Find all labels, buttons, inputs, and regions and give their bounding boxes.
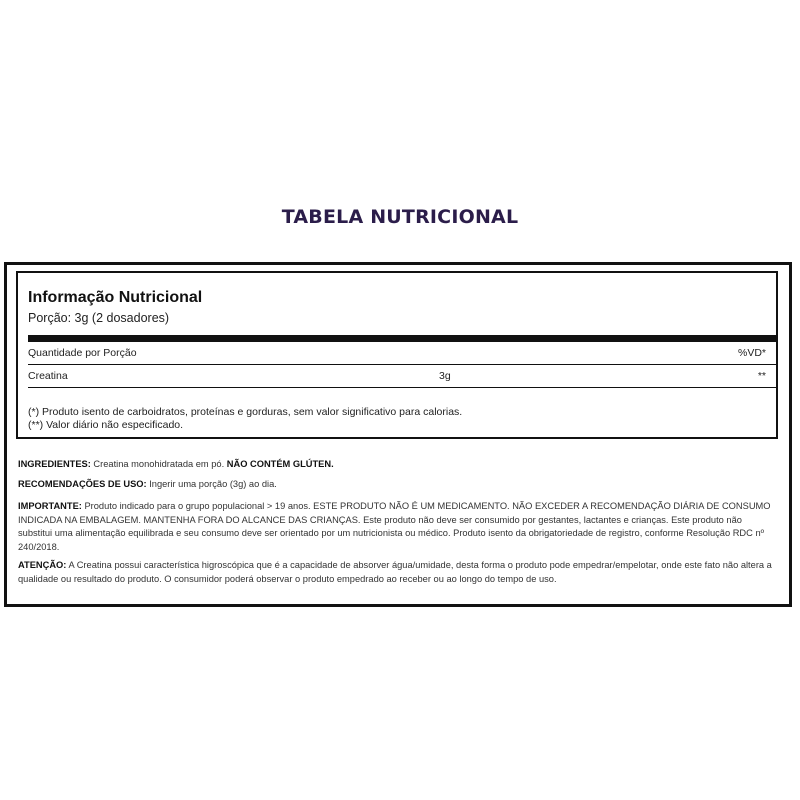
footnote-dv-unspecified: (**) Valor diário não especificado. [28, 419, 184, 431]
serving-size: Porção: 3g (2 dosadores) [28, 311, 170, 325]
attention-label: ATENÇÃO: [18, 560, 67, 570]
important-paragraph [18, 500, 778, 554]
nutrient-dv: ** [757, 370, 766, 382]
footnote-no-calories: (*) Produto isento de carboidratos, proteínas e gorduras, sem valor significativo para calorias. [28, 406, 463, 418]
dv-header-label: %VD* [737, 347, 766, 359]
usage-paragraph [18, 478, 778, 492]
nutrition-label-frame [4, 262, 792, 607]
important-label: IMPORTANTE: [18, 501, 82, 511]
gluten-free-notice: NÃO CONTÉM GLÚTEN. [226, 459, 334, 469]
attention-paragraph [18, 559, 778, 586]
nutrient-name: Creatina [28, 370, 68, 382]
row-divider [28, 364, 776, 365]
nutrient-amount: 3g [439, 370, 451, 382]
usage-label: RECOMENDAÇÕES DE USO: [18, 479, 147, 489]
nutrition-info-title: Informação Nutricional [28, 289, 203, 306]
row-divider [28, 387, 776, 388]
page-title: TABELA NUTRICIONAL [281, 206, 519, 228]
nutrition-facts-box [16, 271, 778, 439]
ingredients-label: INGREDIENTES: [18, 459, 91, 469]
attention-text: A Creatina possui característica higroscópica que é a capacidade de absorver água/umidade, desta forma o produto pode empedrar/empelotar, onde este fato não altera a qualidade ou resultado do produto. O consumidor poderá observar o produto empedrado ao receber ou ao longo do tempo de uso. [18, 560, 772, 584]
thick-divider [28, 335, 776, 342]
important-text: Produto indicado para o grupo populacional > 19 anos. ESTE PRODUTO NÃO É UM MEDICAMENTO. NÃO EXCEDER A RECOMENDAÇÃO DIÁRIA DE CONSUMO INDICADA NA EMBALAGEM. MANTENHA FORA DO ALCANCE DAS CRIANÇAS. Este produto não deve ser consumido por gestantes, lactantes e crianças. Este produto não substitui uma alimentação equilibrada e seu consumo deve ser orientado por um nutricionista ou médico. Produto isento da obrigatoriedade de registro, conforme Resolução RDC nº 240/2018. [18, 501, 771, 552]
ingredients-text: Creatina monohidratada em pó. [90, 459, 227, 469]
usage-text: Ingerir uma porção (3g) ao dia. [146, 479, 277, 489]
quantity-header-label: Quantidade por Porção [28, 347, 137, 359]
ingredients-paragraph [18, 458, 778, 472]
